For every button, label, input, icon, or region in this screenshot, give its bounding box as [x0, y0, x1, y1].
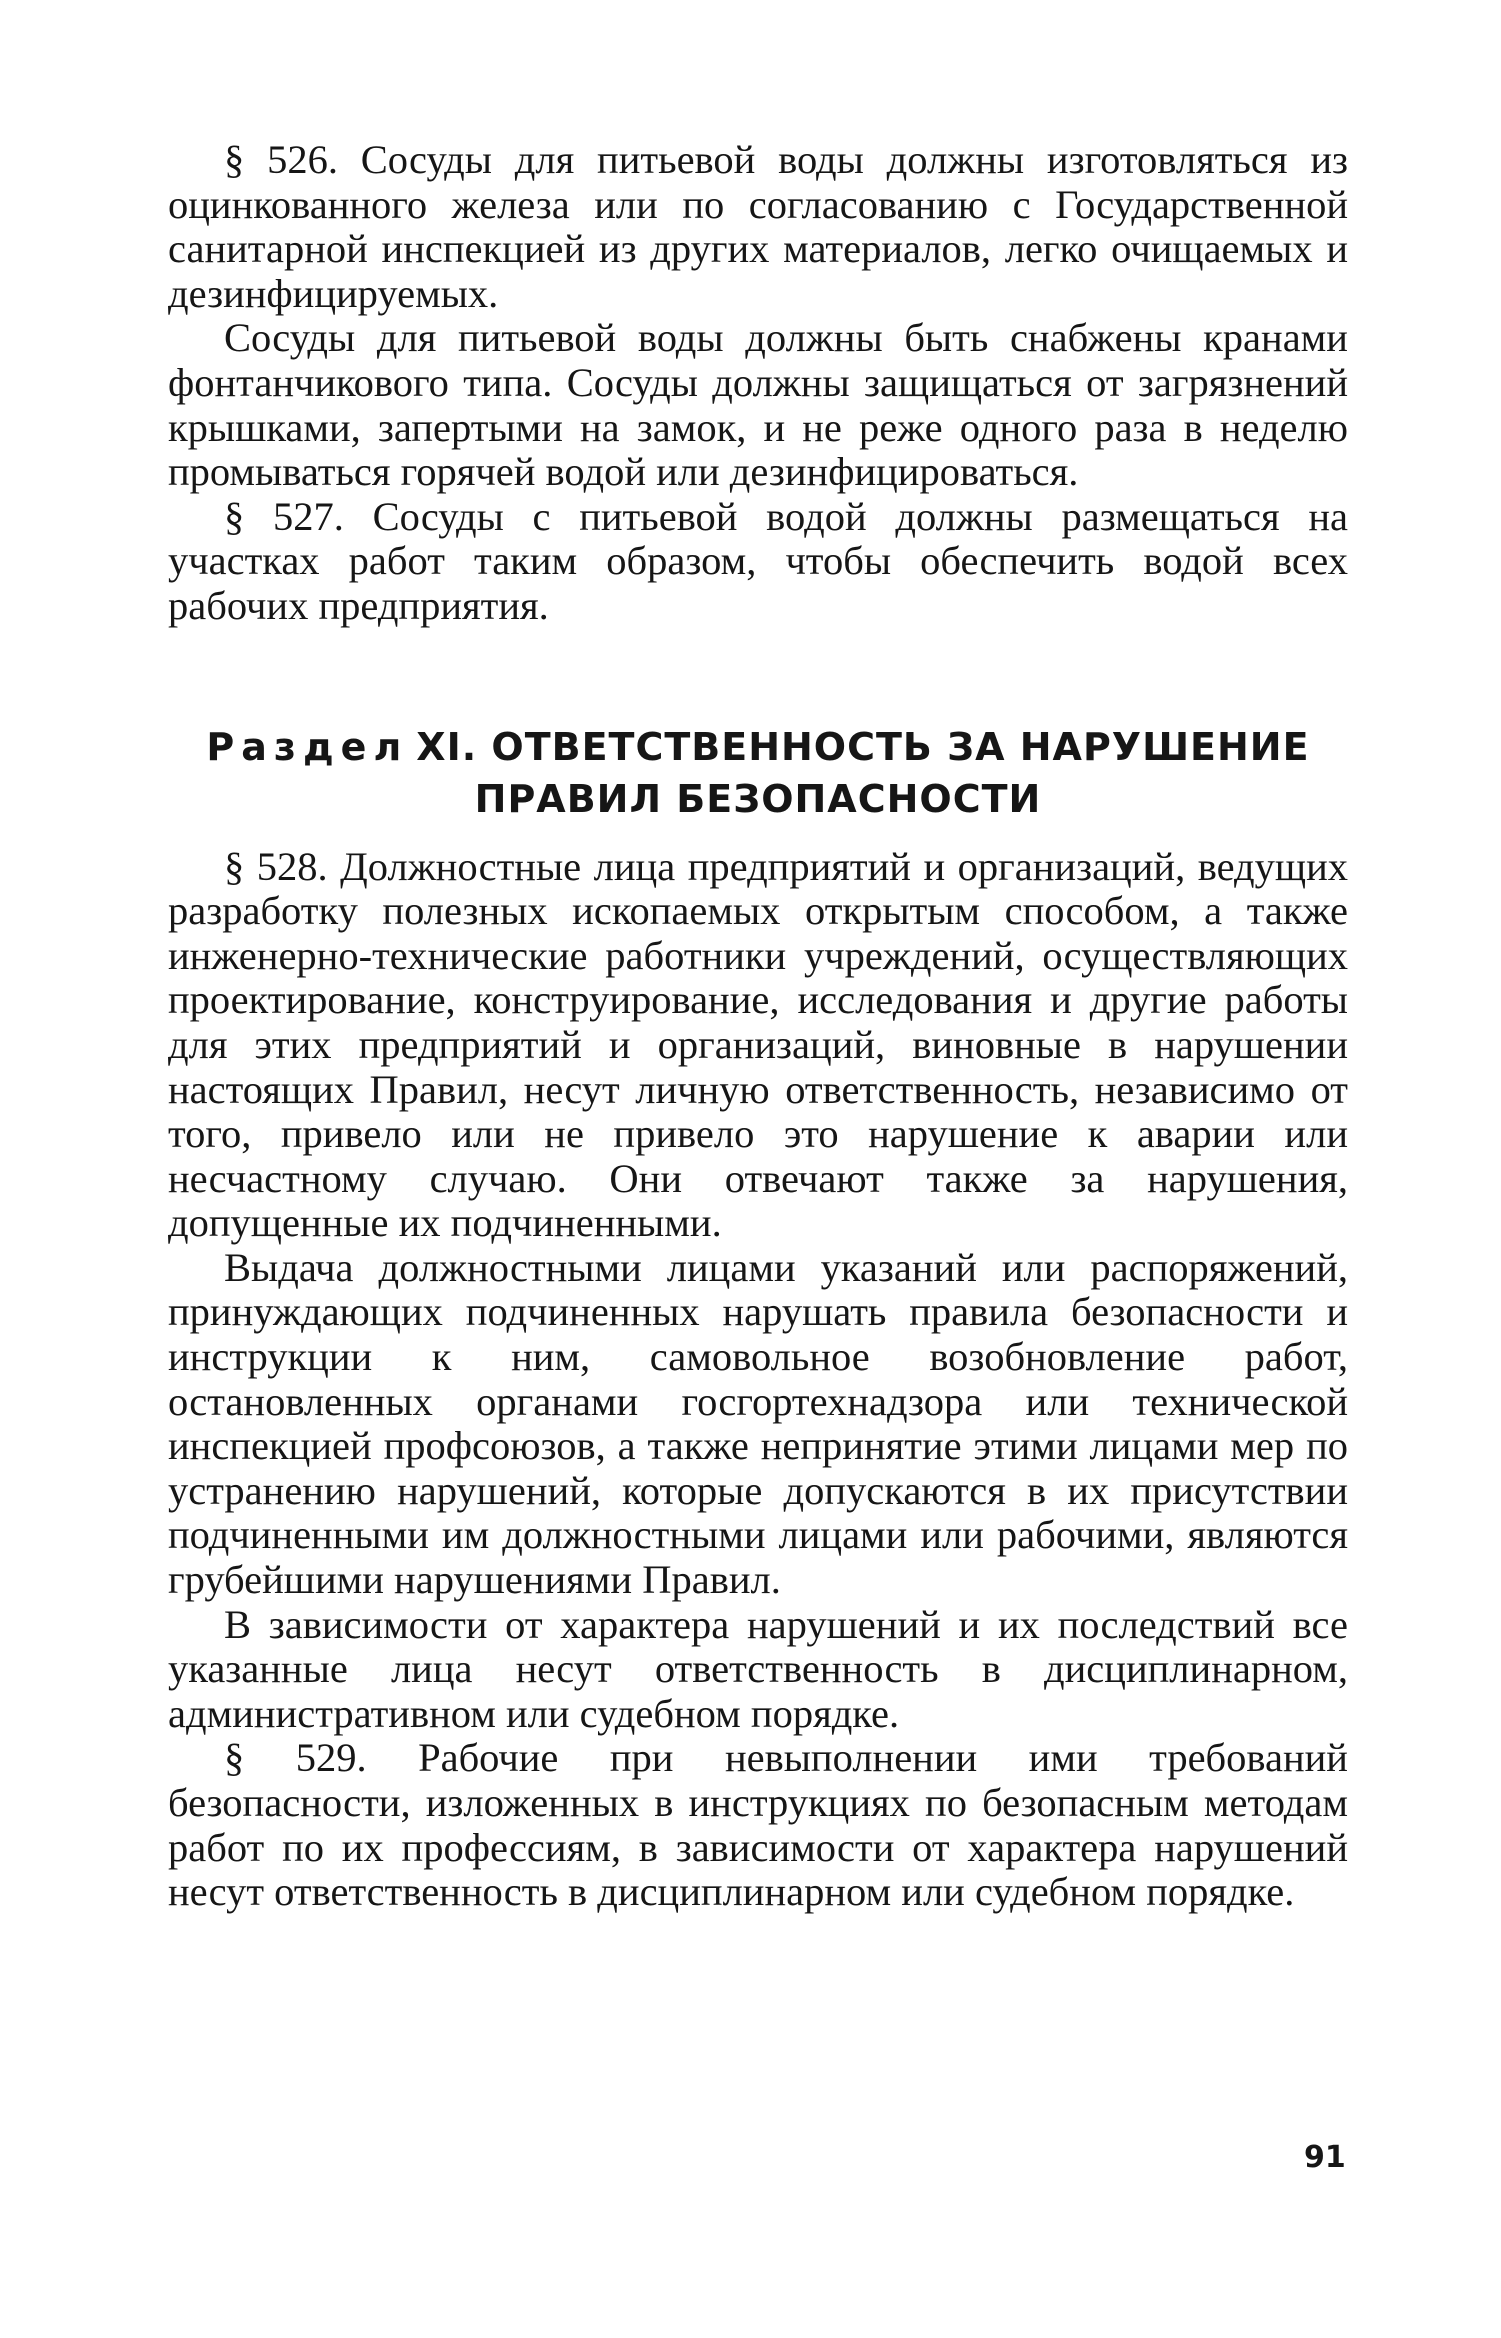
- page-number: 91: [1304, 2140, 1346, 2175]
- page-body: [168, 138, 1348, 1915]
- section-title-line-2: ПРАВИЛ БЕЗОПАСНОСТИ: [474, 776, 1042, 821]
- paragraph-526: § 526. Сосуды для питьевой воды должны изготовляться из оцинкованного железа или по согласованию с Государственной санитарной инспекцией из других материалов, легко очищаемых и дезинфицируемых.: [168, 137, 1348, 316]
- paragraph-528-liability: В зависимости от характера нарушений и их последствий все указанные лица несут ответственность в дисциплинарном, административном или судебном порядке.: [168, 1601, 1348, 1736]
- paragraph-527: § 527. Сосуды с питьевой водой должны размещаться на участках работ таким образом, чтобы обеспечить водой всех рабочих предприятия.: [168, 493, 1348, 628]
- paragraph-526-continued: Сосуды для питьевой воды должны быть снабжены кранами фонтанчикового типа. Сосуды должны защищаться от загрязнений крышками, запертыми на замок, и не реже одного раза в неделю промываться горячей водой или дезинфицироваться.: [168, 315, 1348, 495]
- section-heading: [168, 721, 1348, 825]
- paragraph-529: § 529. Рабочие при невыполнении ими требований безопасности, изложенных в инструкциях по безопасным методам работ по их профессиям, в зависимости от характера нарушений несут ответственность в дисциплинарном или судебном порядке.: [168, 1735, 1348, 1915]
- section-heading-line-1: [168, 721, 1348, 773]
- paragraph-528: § 528. Должностные лица предприятий и организаций, ведущих разработку полезных ископаемых открытым способом, а также инженерно-технические работники учреждений, осуществляющих проектирование, конструирование, исследования и другие работы для этих предприятий и организаций, виновные в нарушении настоящих Правил, несут личную ответственность, независимо от того, привело или не привело это нарушение к аварии или несчастному случаю. Они отвечают также за нарушения, допущенные их подчиненными.: [168, 843, 1348, 1246]
- section-title-line-1: XI. ОТВЕТСТВЕННОСТЬ ЗА НАРУШЕНИЕ: [416, 724, 1310, 769]
- paragraph-528-continued: Выдача должностными лицами указаний или распоряжений, принуждающих подчиненных нарушать правила безопасности и инструкции к ним, самовольное возобновление работ, остановленных органами госгортехнадзора или технической инспекцией профсоюзов, а также непринятие этими лицами мер по устранению нарушений, которые допускаются в их присутствии подчиненными им должностными лицами или рабочими, являются грубейшими нарушениями Правил.: [168, 1244, 1348, 1603]
- section-prefix: Раздел: [206, 724, 409, 769]
